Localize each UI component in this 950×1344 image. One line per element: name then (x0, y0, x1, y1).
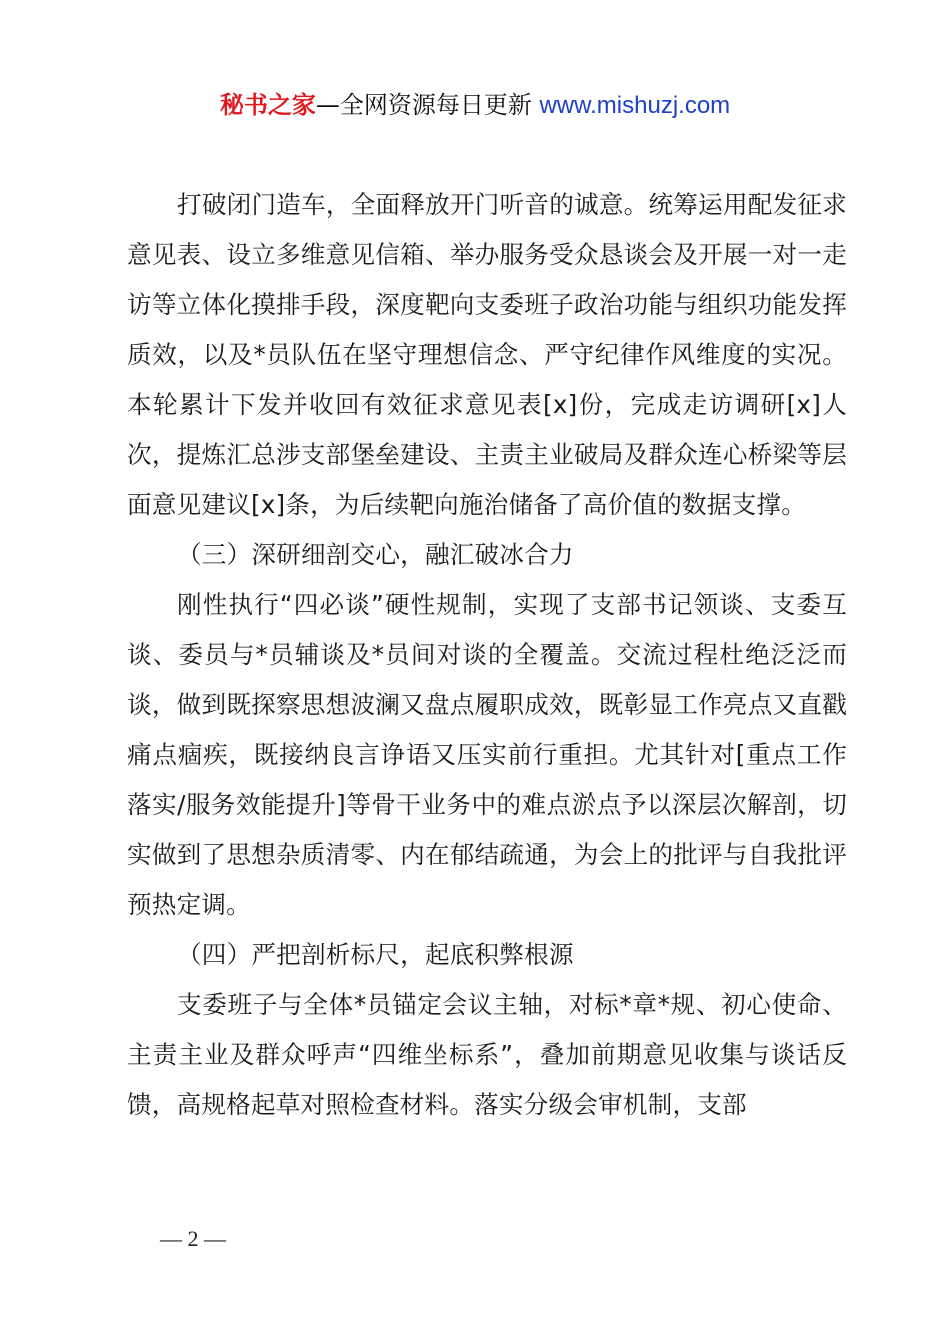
site-url-link[interactable]: www.mishuzj.com (539, 92, 731, 119)
section-heading: （三）深研细剖交心，融汇破冰合力 (177, 540, 574, 569)
document-body (127, 180, 847, 1130)
site-header (0, 88, 950, 123)
body-paragraph: 支委班子与全体*员锚定会议主轴，对标*章*规、初心使命、主责主业及群众呼声“四维坐标系”，叠加前期意见收集与谈话反馈，高规格起草对照检查材料。落实分级会审机制，支部 (127, 990, 847, 1119)
page-number: — 2 — (160, 1226, 226, 1251)
body-paragraph: 打破闭门造车，全面释放开门听音的诚意。统筹运用配发征求意见表、设立多维意见信箱、举办服务受众恳谈会及开展一对一走访等立体化摸排手段，深度靶向支委班子政治功能与组织功能发挥质效，以及*员队伍在坚守理想信念、严守纪律作风维度的实况。本轮累计下发并收回有效征求意见表[x]份，完成走访调研[x]人次，提炼汇总涉支部堡垒建设、主责主业破局及群众连心桥梁等层面意见建议[x]条，为后续靶向施治储备了高价值的数据支撑。 (127, 190, 847, 519)
section-heading: （四）严把剖析标尺，起底积弊根源 (177, 940, 574, 969)
site-brand: 秘书之家 (219, 91, 316, 119)
site-tagline: —全网资源每日更新 (315, 91, 532, 119)
body-paragraph: 刚性执行“四必谈”硬性规制，实现了支部书记领谈、支委互谈、委员与*员辅谈及*员间对谈的全覆盖。交流过程杜绝泛泛而谈，做到既探察思想波澜又盘点履职成效，既彰显工作亮点又直戳痛点痼疾，既接纳良言诤语又压实前行重担。尤其针对[重点工作落实/服务效能提升]等骨干业务中的难点淤点予以深层次解剖，切实做到了思想杂质清零、内在郁结疏通，为会上的批评与自我批评预热定调。 (127, 590, 847, 919)
